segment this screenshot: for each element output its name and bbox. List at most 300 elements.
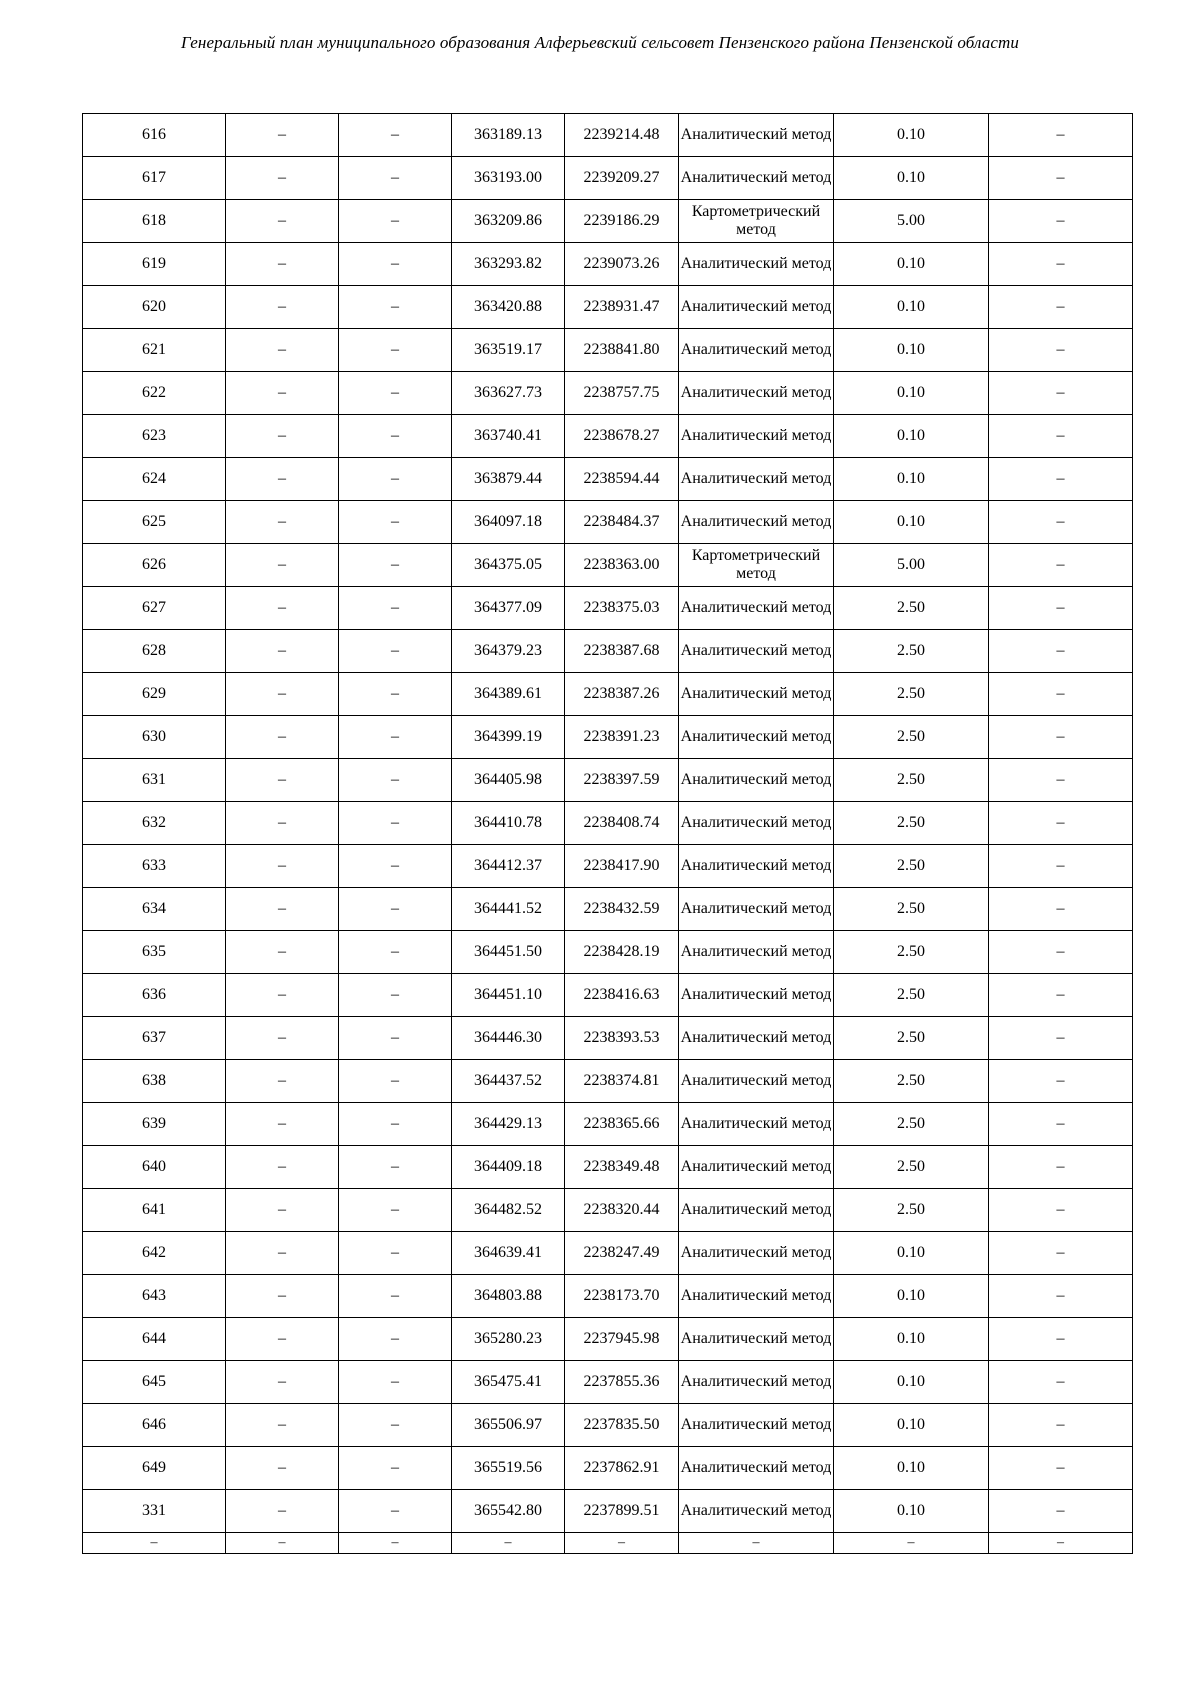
y-coordinate-cell: 2238387.68 — [565, 630, 679, 673]
empty-cell-a: – — [226, 1060, 339, 1103]
x-coordinate-cell: 364437.52 — [452, 1060, 565, 1103]
empty-cell-a: – — [226, 587, 339, 630]
empty-cell-a: – — [226, 1146, 339, 1189]
y-coordinate-cell: 2238417.90 — [565, 845, 679, 888]
y-coordinate-cell: 2237899.51 — [565, 1490, 679, 1533]
empty-cell-a: – — [226, 114, 339, 157]
empty-cell-b: – — [339, 1275, 452, 1318]
point-number-cell: 639 — [83, 1103, 226, 1146]
accuracy-cell: 0.10 — [834, 415, 989, 458]
empty-cell-c: – — [989, 157, 1133, 200]
accuracy-cell: 0.10 — [834, 329, 989, 372]
method-cell: Аналитический метод — [679, 1232, 834, 1275]
y-coordinate-cell: 2238432.59 — [565, 888, 679, 931]
point-number-cell: 623 — [83, 415, 226, 458]
empty-cell-b: – — [339, 501, 452, 544]
y-coordinate-cell: 2238678.27 — [565, 415, 679, 458]
method-cell: Аналитический метод — [679, 1318, 834, 1361]
page-header: Генеральный план муниципального образования Алферьевский сельсовет Пензенского района Пензенской области — [181, 33, 1019, 52]
x-coordinate-cell: 364399.19 — [452, 716, 565, 759]
empty-cell-c: – — [989, 759, 1133, 802]
x-coordinate-cell: 364451.50 — [452, 931, 565, 974]
coordinates-table — [82, 113, 1133, 1554]
empty-cell-a: – — [226, 1017, 339, 1060]
empty-cell-b: – — [339, 802, 452, 845]
accuracy-cell: 2.50 — [834, 587, 989, 630]
x-coordinate-cell: 364409.18 — [452, 1146, 565, 1189]
x-coordinate-cell: 363189.13 — [452, 114, 565, 157]
empty-cell-b: – — [339, 759, 452, 802]
empty-cell-c: – — [989, 415, 1133, 458]
method-cell: Аналитический метод — [679, 501, 834, 544]
y-coordinate-cell: 2238594.44 — [565, 458, 679, 501]
empty-cell-b: – — [339, 1060, 452, 1103]
method-cell: – — [679, 1533, 834, 1554]
empty-cell-b: – — [339, 587, 452, 630]
point-number-cell: 637 — [83, 1017, 226, 1060]
method-cell: Аналитический метод — [679, 372, 834, 415]
point-number-cell: 630 — [83, 716, 226, 759]
empty-cell-a: – — [226, 974, 339, 1017]
empty-cell-b: – — [339, 544, 452, 587]
empty-cell-b: – — [339, 415, 452, 458]
table-row — [83, 1490, 1133, 1533]
accuracy-cell: 2.50 — [834, 1189, 989, 1232]
y-coordinate-cell: 2238408.74 — [565, 802, 679, 845]
empty-cell-b: – — [339, 157, 452, 200]
empty-cell-b: – — [339, 1189, 452, 1232]
method-cell: Аналитический метод — [679, 630, 834, 673]
accuracy-cell: 0.10 — [834, 243, 989, 286]
accuracy-cell: 2.50 — [834, 1060, 989, 1103]
empty-cell-a: – — [226, 845, 339, 888]
accuracy-cell: 2.50 — [834, 974, 989, 1017]
method-cell: Аналитический метод — [679, 1490, 834, 1533]
accuracy-cell: 0.10 — [834, 458, 989, 501]
table-row — [83, 1017, 1133, 1060]
empty-cell-b: – — [339, 200, 452, 243]
point-number-cell: 617 — [83, 157, 226, 200]
table-row — [83, 1275, 1133, 1318]
empty-cell-a: – — [226, 931, 339, 974]
empty-cell-b: – — [339, 716, 452, 759]
table-row — [83, 415, 1133, 458]
empty-cell-c: – — [989, 544, 1133, 587]
y-coordinate-cell: 2238428.19 — [565, 931, 679, 974]
y-coordinate-cell: 2238320.44 — [565, 1189, 679, 1232]
empty-cell-a: – — [226, 544, 339, 587]
method-cell: Аналитический метод — [679, 716, 834, 759]
x-coordinate-cell: 364097.18 — [452, 501, 565, 544]
empty-cell-c: – — [989, 372, 1133, 415]
y-coordinate-cell: 2238393.53 — [565, 1017, 679, 1060]
point-number-cell: 644 — [83, 1318, 226, 1361]
table-row — [83, 1060, 1133, 1103]
table-row — [83, 888, 1133, 931]
empty-cell-b: – — [339, 1017, 452, 1060]
accuracy-cell: 2.50 — [834, 716, 989, 759]
empty-cell-b: – — [339, 372, 452, 415]
x-coordinate-cell: 364451.10 — [452, 974, 565, 1017]
empty-cell-a: – — [226, 1318, 339, 1361]
method-cell: Картометрический метод — [679, 200, 834, 243]
method-cell: Аналитический метод — [679, 759, 834, 802]
x-coordinate-cell: 365280.23 — [452, 1318, 565, 1361]
empty-cell-a: – — [226, 243, 339, 286]
point-number-cell: 616 — [83, 114, 226, 157]
method-cell: Аналитический метод — [679, 802, 834, 845]
empty-cell-c: – — [989, 1189, 1133, 1232]
y-coordinate-cell: 2239186.29 — [565, 200, 679, 243]
empty-cell-a: – — [226, 372, 339, 415]
empty-cell-c: – — [989, 1103, 1133, 1146]
method-cell: Аналитический метод — [679, 1146, 834, 1189]
x-coordinate-cell: 364405.98 — [452, 759, 565, 802]
point-number-cell: 624 — [83, 458, 226, 501]
empty-cell-c: – — [989, 1447, 1133, 1490]
x-coordinate-cell: 364389.61 — [452, 673, 565, 716]
point-number-cell: 627 — [83, 587, 226, 630]
accuracy-cell: 2.50 — [834, 1146, 989, 1189]
method-cell: Аналитический метод — [679, 974, 834, 1017]
empty-cell-a: – — [226, 501, 339, 544]
coordinates-table-body — [83, 114, 1133, 1554]
method-cell: Аналитический метод — [679, 587, 834, 630]
table-row — [83, 243, 1133, 286]
accuracy-cell: 2.50 — [834, 1103, 989, 1146]
empty-cell-b: – — [339, 1103, 452, 1146]
empty-cell-b: – — [339, 888, 452, 931]
point-number-cell: 641 — [83, 1189, 226, 1232]
empty-cell-b: – — [339, 286, 452, 329]
empty-cell-a: – — [226, 1361, 339, 1404]
accuracy-cell: 2.50 — [834, 845, 989, 888]
y-coordinate-cell: 2238375.03 — [565, 587, 679, 630]
y-coordinate-cell: 2238397.59 — [565, 759, 679, 802]
empty-cell-a: – — [226, 200, 339, 243]
accuracy-cell: 0.10 — [834, 114, 989, 157]
y-coordinate-cell: 2237855.36 — [565, 1361, 679, 1404]
empty-cell-a: – — [226, 1232, 339, 1275]
x-coordinate-cell: – — [452, 1533, 565, 1554]
empty-cell-b: – — [339, 1490, 452, 1533]
point-number-cell: 633 — [83, 845, 226, 888]
point-number-cell: 635 — [83, 931, 226, 974]
accuracy-cell: 0.10 — [834, 1447, 989, 1490]
accuracy-cell: 0.10 — [834, 501, 989, 544]
x-coordinate-cell: 365506.97 — [452, 1404, 565, 1447]
empty-cell-c: – — [989, 931, 1133, 974]
method-cell: Аналитический метод — [679, 673, 834, 716]
x-coordinate-cell: 364441.52 — [452, 888, 565, 931]
empty-cell-b: – — [339, 114, 452, 157]
y-coordinate-cell: 2238349.48 — [565, 1146, 679, 1189]
empty-cell-a: – — [226, 1404, 339, 1447]
empty-cell-c: – — [989, 458, 1133, 501]
empty-cell-c: – — [989, 286, 1133, 329]
y-coordinate-cell: 2237862.91 — [565, 1447, 679, 1490]
point-number-cell: 621 — [83, 329, 226, 372]
method-cell: Картометрический метод — [679, 544, 834, 587]
empty-cell-c: – — [989, 716, 1133, 759]
empty-cell-b: – — [339, 673, 452, 716]
empty-cell-b: – — [339, 1447, 452, 1490]
table-row — [83, 802, 1133, 845]
empty-cell-b: – — [339, 458, 452, 501]
point-number-cell: 642 — [83, 1232, 226, 1275]
table-row — [83, 329, 1133, 372]
accuracy-cell: 0.10 — [834, 1275, 989, 1318]
accuracy-cell: 2.50 — [834, 1017, 989, 1060]
table-row — [83, 114, 1133, 157]
empty-cell-a: – — [226, 888, 339, 931]
empty-cell-c: – — [989, 845, 1133, 888]
point-number-cell: – — [83, 1533, 226, 1554]
x-coordinate-cell: 364377.09 — [452, 587, 565, 630]
accuracy-cell: 0.10 — [834, 1404, 989, 1447]
table-row — [83, 1189, 1133, 1232]
empty-cell-a: – — [226, 286, 339, 329]
table-row — [83, 931, 1133, 974]
y-coordinate-cell: 2239214.48 — [565, 114, 679, 157]
empty-cell-c: – — [989, 802, 1133, 845]
x-coordinate-cell: 365475.41 — [452, 1361, 565, 1404]
point-number-cell: 619 — [83, 243, 226, 286]
empty-cell-c: – — [989, 1361, 1133, 1404]
accuracy-cell: 5.00 — [834, 200, 989, 243]
x-coordinate-cell: 364482.52 — [452, 1189, 565, 1232]
method-cell: Аналитический метод — [679, 1404, 834, 1447]
table-row — [83, 845, 1133, 888]
y-coordinate-cell: 2238387.26 — [565, 673, 679, 716]
accuracy-cell: 0.10 — [834, 1361, 989, 1404]
point-number-cell: 638 — [83, 1060, 226, 1103]
method-cell: Аналитический метод — [679, 243, 834, 286]
method-cell: Аналитический метод — [679, 1060, 834, 1103]
empty-cell-a: – — [226, 1189, 339, 1232]
empty-cell-c: – — [989, 501, 1133, 544]
accuracy-cell: 0.10 — [834, 1318, 989, 1361]
accuracy-cell: 2.50 — [834, 931, 989, 974]
table-row — [83, 157, 1133, 200]
method-cell: Аналитический метод — [679, 157, 834, 200]
empty-cell-a: – — [226, 1275, 339, 1318]
empty-cell-b: – — [339, 1361, 452, 1404]
empty-cell-c: – — [989, 974, 1133, 1017]
y-coordinate-cell: 2238416.63 — [565, 974, 679, 1017]
method-cell: Аналитический метод — [679, 888, 834, 931]
x-coordinate-cell: 363420.88 — [452, 286, 565, 329]
empty-cell-a: – — [226, 1533, 339, 1554]
empty-cell-c: – — [989, 888, 1133, 931]
point-number-cell: 331 — [83, 1490, 226, 1533]
y-coordinate-cell: 2238247.49 — [565, 1232, 679, 1275]
accuracy-cell: – — [834, 1533, 989, 1554]
point-number-cell: 632 — [83, 802, 226, 845]
table-row — [83, 587, 1133, 630]
method-cell: Аналитический метод — [679, 286, 834, 329]
point-number-cell: 620 — [83, 286, 226, 329]
empty-cell-c: – — [989, 200, 1133, 243]
point-number-cell: 622 — [83, 372, 226, 415]
point-number-cell: 634 — [83, 888, 226, 931]
empty-cell-c: – — [989, 587, 1133, 630]
table-row — [83, 286, 1133, 329]
method-cell: Аналитический метод — [679, 458, 834, 501]
empty-cell-c: – — [989, 1060, 1133, 1103]
x-coordinate-cell: 364639.41 — [452, 1232, 565, 1275]
y-coordinate-cell: 2237945.98 — [565, 1318, 679, 1361]
empty-cell-b: – — [339, 329, 452, 372]
x-coordinate-cell: 363209.86 — [452, 200, 565, 243]
method-cell: Аналитический метод — [679, 329, 834, 372]
x-coordinate-cell: 363740.41 — [452, 415, 565, 458]
y-coordinate-cell: – — [565, 1533, 679, 1554]
point-number-cell: 618 — [83, 200, 226, 243]
empty-cell-b: – — [339, 931, 452, 974]
empty-cell-a: – — [226, 1103, 339, 1146]
method-cell: Аналитический метод — [679, 1447, 834, 1490]
empty-cell-b: – — [339, 1533, 452, 1554]
x-coordinate-cell: 364446.30 — [452, 1017, 565, 1060]
accuracy-cell: 2.50 — [834, 673, 989, 716]
empty-cell-b: – — [339, 1232, 452, 1275]
empty-cell-a: – — [226, 329, 339, 372]
point-number-cell: 649 — [83, 1447, 226, 1490]
table-row — [83, 1146, 1133, 1189]
y-coordinate-cell: 2238173.70 — [565, 1275, 679, 1318]
x-coordinate-cell: 363627.73 — [452, 372, 565, 415]
table-row — [83, 1404, 1133, 1447]
empty-cell-c: – — [989, 1275, 1133, 1318]
x-coordinate-cell: 365542.80 — [452, 1490, 565, 1533]
empty-cell-a: – — [226, 157, 339, 200]
x-coordinate-cell: 364410.78 — [452, 802, 565, 845]
x-coordinate-cell: 364429.13 — [452, 1103, 565, 1146]
empty-cell-a: – — [226, 716, 339, 759]
x-coordinate-cell: 364379.23 — [452, 630, 565, 673]
point-number-cell: 640 — [83, 1146, 226, 1189]
x-coordinate-cell: 364412.37 — [452, 845, 565, 888]
method-cell: Аналитический метод — [679, 1017, 834, 1060]
table-row — [83, 1447, 1133, 1490]
empty-cell-c: – — [989, 673, 1133, 716]
empty-cell-a: – — [226, 1447, 339, 1490]
empty-cell-c: – — [989, 1146, 1133, 1189]
method-cell: Аналитический метод — [679, 1275, 834, 1318]
method-cell: Аналитический метод — [679, 931, 834, 974]
accuracy-cell: 5.00 — [834, 544, 989, 587]
y-coordinate-cell: 2238363.00 — [565, 544, 679, 587]
accuracy-cell: 0.10 — [834, 157, 989, 200]
point-number-cell: 636 — [83, 974, 226, 1017]
point-number-cell: 646 — [83, 1404, 226, 1447]
table-row — [83, 1361, 1133, 1404]
accuracy-cell: 0.10 — [834, 1490, 989, 1533]
table-row — [83, 1103, 1133, 1146]
method-cell: Аналитический метод — [679, 1103, 834, 1146]
x-coordinate-cell: 363879.44 — [452, 458, 565, 501]
point-number-cell: 628 — [83, 630, 226, 673]
point-number-cell: 631 — [83, 759, 226, 802]
empty-cell-b: – — [339, 1318, 452, 1361]
empty-cell-c: – — [989, 1490, 1133, 1533]
accuracy-cell: 0.10 — [834, 286, 989, 329]
y-coordinate-cell: 2238841.80 — [565, 329, 679, 372]
x-coordinate-cell: 365519.56 — [452, 1447, 565, 1490]
empty-cell-a: – — [226, 802, 339, 845]
table-row — [83, 372, 1133, 415]
empty-cell-a: – — [226, 673, 339, 716]
x-coordinate-cell: 364803.88 — [452, 1275, 565, 1318]
empty-cell-b: – — [339, 1146, 452, 1189]
point-number-cell: 625 — [83, 501, 226, 544]
method-cell: Аналитический метод — [679, 114, 834, 157]
empty-cell-c: – — [989, 1533, 1133, 1554]
y-coordinate-cell: 2238365.66 — [565, 1103, 679, 1146]
empty-cell-b: – — [339, 243, 452, 286]
empty-cell-c: – — [989, 1017, 1133, 1060]
table-row — [83, 974, 1133, 1017]
x-coordinate-cell: 363293.82 — [452, 243, 565, 286]
y-coordinate-cell: 2238374.81 — [565, 1060, 679, 1103]
table-row — [83, 1318, 1133, 1361]
empty-cell-c: – — [989, 329, 1133, 372]
method-cell: Аналитический метод — [679, 415, 834, 458]
point-number-cell: 645 — [83, 1361, 226, 1404]
table-row — [83, 759, 1133, 802]
empty-cell-b: – — [339, 845, 452, 888]
table-row — [83, 200, 1133, 243]
table-row — [83, 630, 1133, 673]
table-row — [83, 544, 1133, 587]
y-coordinate-cell: 2237835.50 — [565, 1404, 679, 1447]
y-coordinate-cell: 2238391.23 — [565, 716, 679, 759]
method-cell: Аналитический метод — [679, 845, 834, 888]
empty-cell-c: – — [989, 114, 1133, 157]
table-row — [83, 501, 1133, 544]
empty-cell-c: – — [989, 1404, 1133, 1447]
y-coordinate-cell: 2238757.75 — [565, 372, 679, 415]
point-number-cell: 626 — [83, 544, 226, 587]
x-coordinate-cell: 363193.00 — [452, 157, 565, 200]
point-number-cell: 643 — [83, 1275, 226, 1318]
point-number-cell: 629 — [83, 673, 226, 716]
empty-cell-b: – — [339, 974, 452, 1017]
accuracy-cell: 0.10 — [834, 1232, 989, 1275]
y-coordinate-cell: 2238931.47 — [565, 286, 679, 329]
method-cell: Аналитический метод — [679, 1361, 834, 1404]
table-row — [83, 673, 1133, 716]
empty-cell-c: – — [989, 1318, 1133, 1361]
y-coordinate-cell: 2239209.27 — [565, 157, 679, 200]
empty-cell-c: – — [989, 1232, 1133, 1275]
empty-cell-a: – — [226, 759, 339, 802]
x-coordinate-cell: 364375.05 — [452, 544, 565, 587]
accuracy-cell: 2.50 — [834, 888, 989, 931]
empty-cell-a: – — [226, 415, 339, 458]
empty-cell-c: – — [989, 243, 1133, 286]
empty-cell-b: – — [339, 1404, 452, 1447]
x-coordinate-cell: 363519.17 — [452, 329, 565, 372]
y-coordinate-cell: 2238484.37 — [565, 501, 679, 544]
empty-cell-c: – — [989, 630, 1133, 673]
table-row — [83, 1533, 1133, 1554]
accuracy-cell: 0.10 — [834, 372, 989, 415]
empty-cell-b: – — [339, 630, 452, 673]
empty-cell-a: – — [226, 630, 339, 673]
table-row — [83, 458, 1133, 501]
